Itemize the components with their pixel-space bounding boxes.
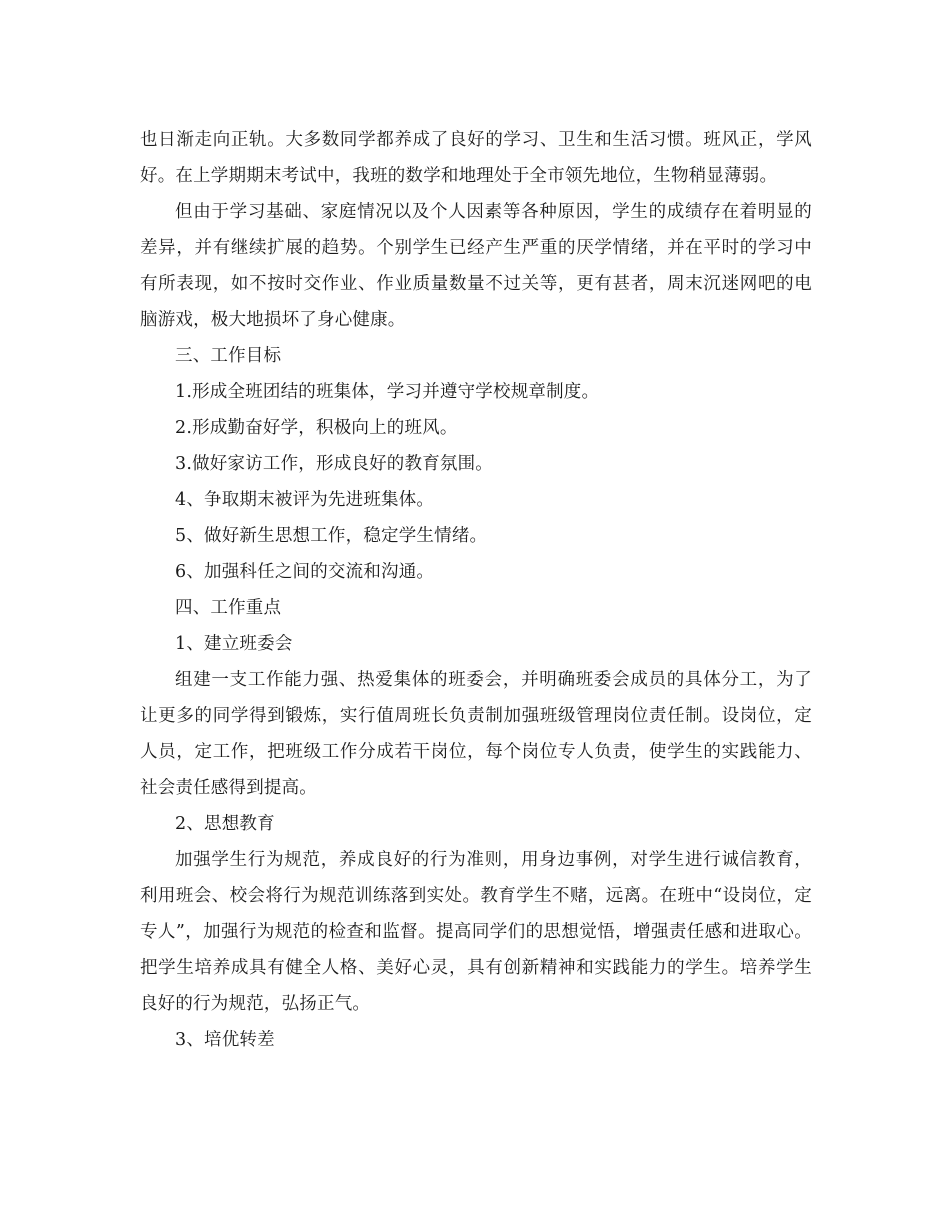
goal-item-3: 3.做好家访工作，形成良好的教育氛围。 — [175, 454, 493, 474]
paragraph-class-committee: 组建一支工作能力强、热爱集体的班委会，并明确班委会成员的具体分工，为了让更多的同学得到锻炼，实行值周班长负责制加强班级管理岗位责任制。设岗位，定人员，定工作，把班级工作分成若干岗位，每个岗位专人负责，使学生的实践能力、社会责任感得到提高。 — [140, 670, 812, 798]
section-heading-goals: 三、工作目标 — [175, 346, 282, 366]
goal-item-4: 4、争取期末被评为先进班集体。 — [175, 490, 435, 510]
paragraph-class-status: 也日渐走向正轨。大多数同学都养成了良好的学习、卫生和生活习惯。班风正，学风好。在上学期期末考试中，我班的数学和地理处于全市领先地位，生物稍显薄弱。 — [140, 130, 812, 186]
goal-item-6: 6、加强科任之间的交流和沟通。 — [175, 562, 435, 582]
subheading-moral-education: 2、思想教育 — [175, 814, 275, 834]
goal-item-1: 1.形成全班团结的班集体，学习并遵守学校规章制度。 — [175, 382, 600, 402]
section-heading-focus: 四、工作重点 — [175, 598, 282, 618]
paragraph-grade-differences: 但由于学习基础、家庭情况以及个人因素等各种原因，学生的成绩存在着明显的差异，并有继续扩展的趋势。个别学生已经产生严重的厌学情绪，并在平时的学习中有所表现，如不按时交作业、作业质量数量不过关等，更有甚者，周末沉迷网吧的电脑游戏，极大地损坏了身心健康。 — [140, 202, 812, 330]
subheading-tutoring: 3、培优转差 — [175, 1030, 275, 1050]
goal-item-5: 5、做好新生思想工作，稳定学生情绪。 — [175, 526, 488, 546]
goal-item-2: 2.形成勤奋好学，积极向上的班风。 — [175, 418, 458, 438]
paragraph-moral-education: 加强学生行为规范，养成良好的行为准则，用身边事例，对学生进行诚信教育，利用班会、校会将行为规范训练落到实处。教育学生不赌，远离。在班中“设岗位，定专人”，加强行为规范的检查和监督。提高同学们的思想觉悟，增强责任感和进取心。把学生培养成具有健全人格、美好心灵，具有创新精神和实践能力的学生。培养学生良好的行为规范，弘扬正气。 — [140, 850, 812, 1014]
subheading-class-committee: 1、建立班委会 — [175, 634, 293, 654]
document-page — [140, 122, 812, 1058]
